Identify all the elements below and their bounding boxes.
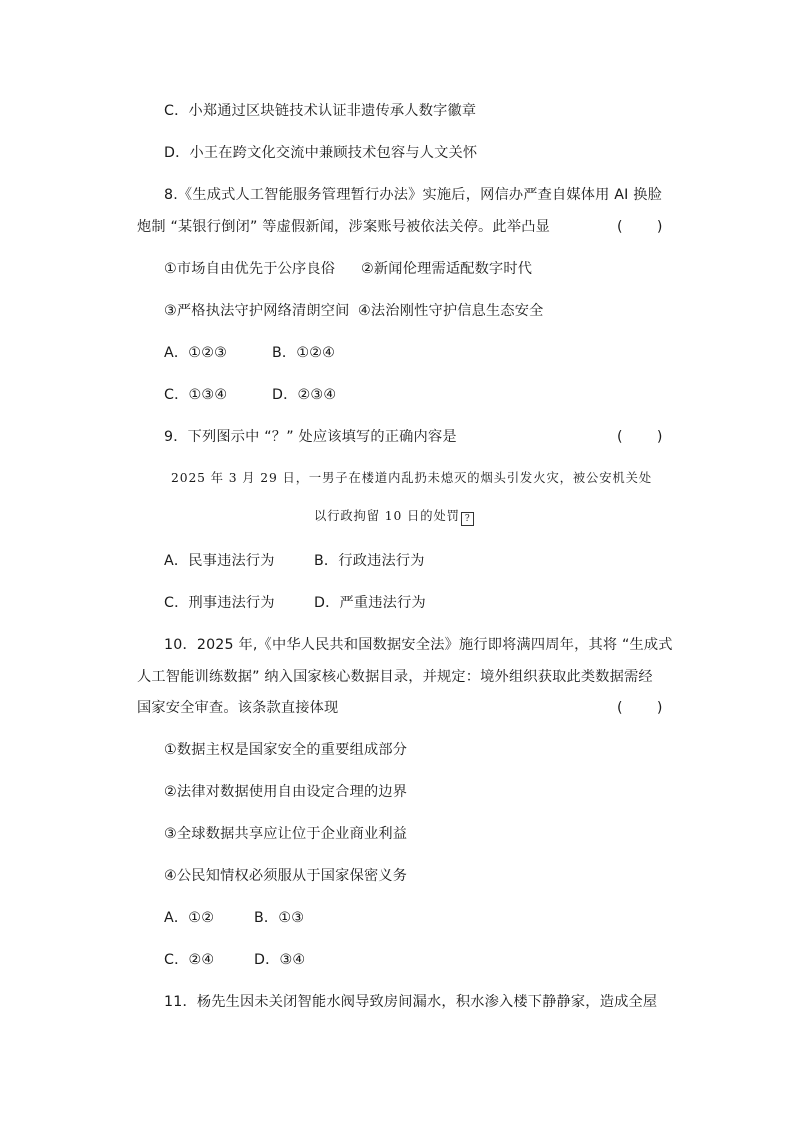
q10-statement-4: ④公民知情权必须服从于国家保密义务	[164, 868, 408, 884]
q9-figure-line2-wrap	[314, 507, 474, 526]
q10-option-b: B．①③	[254, 910, 305, 926]
q9-answer-paren: ( )	[617, 429, 665, 445]
q8-answer-paren: ( )	[617, 219, 665, 235]
q8-statement-3: ③严格执法守护网络清朗空间	[164, 303, 350, 319]
q10-stem-line2: 人工智能训练数据” 纳入国家核心数据目录，并规定：境外组织获取此类数据需经	[137, 669, 653, 685]
q10-statement-3: ③全球数据共享应让位于企业商业利益	[164, 826, 408, 842]
q11-stem-line1: 11．杨先生因未关闭智能水阀导致房间漏水，积水渗入楼下静静家，造成全屋	[164, 994, 658, 1010]
q8-statement-2: ②新闻伦理需适配数字时代	[361, 261, 533, 277]
q9-option-c: C．刑事违法行为	[164, 595, 275, 611]
q9-question-mark-box: ?	[461, 512, 474, 526]
q9-option-b: B．行政违法行为	[314, 553, 425, 569]
q8-option-b: B．①②④	[272, 345, 336, 361]
q8-statement-1: ①市场自由优先于公序良俗	[164, 261, 336, 277]
q10-option-c: C．②④	[164, 952, 215, 968]
q9-stem: 9．下列图示中 “？” 处应该填写的正确内容是	[164, 429, 457, 445]
q9-figure-line1: 2025 年 3 月 29 日，一男子在楼道内乱扔未熄灭的烟头引发火灾，被公安机关处	[171, 471, 653, 485]
q10-answer-paren: ( )	[617, 700, 665, 716]
q8-stem-line1: 8.《生成式人工智能服务管理暂行办法》实施后，网信办严查自媒体用 AI 换脸	[164, 187, 663, 203]
q9-option-a: A．民事违法行为	[164, 553, 275, 569]
q10-option-d: D．③④	[254, 952, 306, 968]
q8-stem-line2: 炮制 “某银行倒闭” 等虚假新闻，涉案账号被依法关停。此举凸显	[137, 219, 550, 235]
q8-option-d: D．②③④	[272, 387, 337, 403]
q8-statement-4: ④法治刚性守护信息生态安全	[358, 303, 544, 319]
q9-figure-line2: 以行政拘留 10 日的处罚	[314, 509, 460, 523]
q10-statement-1: ①数据主权是国家安全的重要组成部分	[164, 742, 408, 758]
q10-stem-line1: 10．2025 年,《中华人民共和国数据安全法》施行即将满四周年，其将 “生成式	[164, 637, 673, 653]
q7-option-c: C．小郑通过区块链技术认证非遗传承人数字徽章	[164, 103, 477, 119]
q10-statement-2: ②法律对数据使用自由设定合理的边界	[164, 784, 408, 800]
q10-stem-line3: 国家安全审查。该条款直接体现	[137, 700, 339, 716]
q9-option-d: D．严重违法行为	[314, 595, 426, 611]
q8-option-a: A．①②③	[164, 345, 228, 361]
q10-option-a: A．①②	[164, 910, 215, 926]
q8-option-c: C．①③④	[164, 387, 228, 403]
q7-option-d: D．小王在跨文化交流中兼顾技术包容与人文关怀	[164, 145, 478, 161]
